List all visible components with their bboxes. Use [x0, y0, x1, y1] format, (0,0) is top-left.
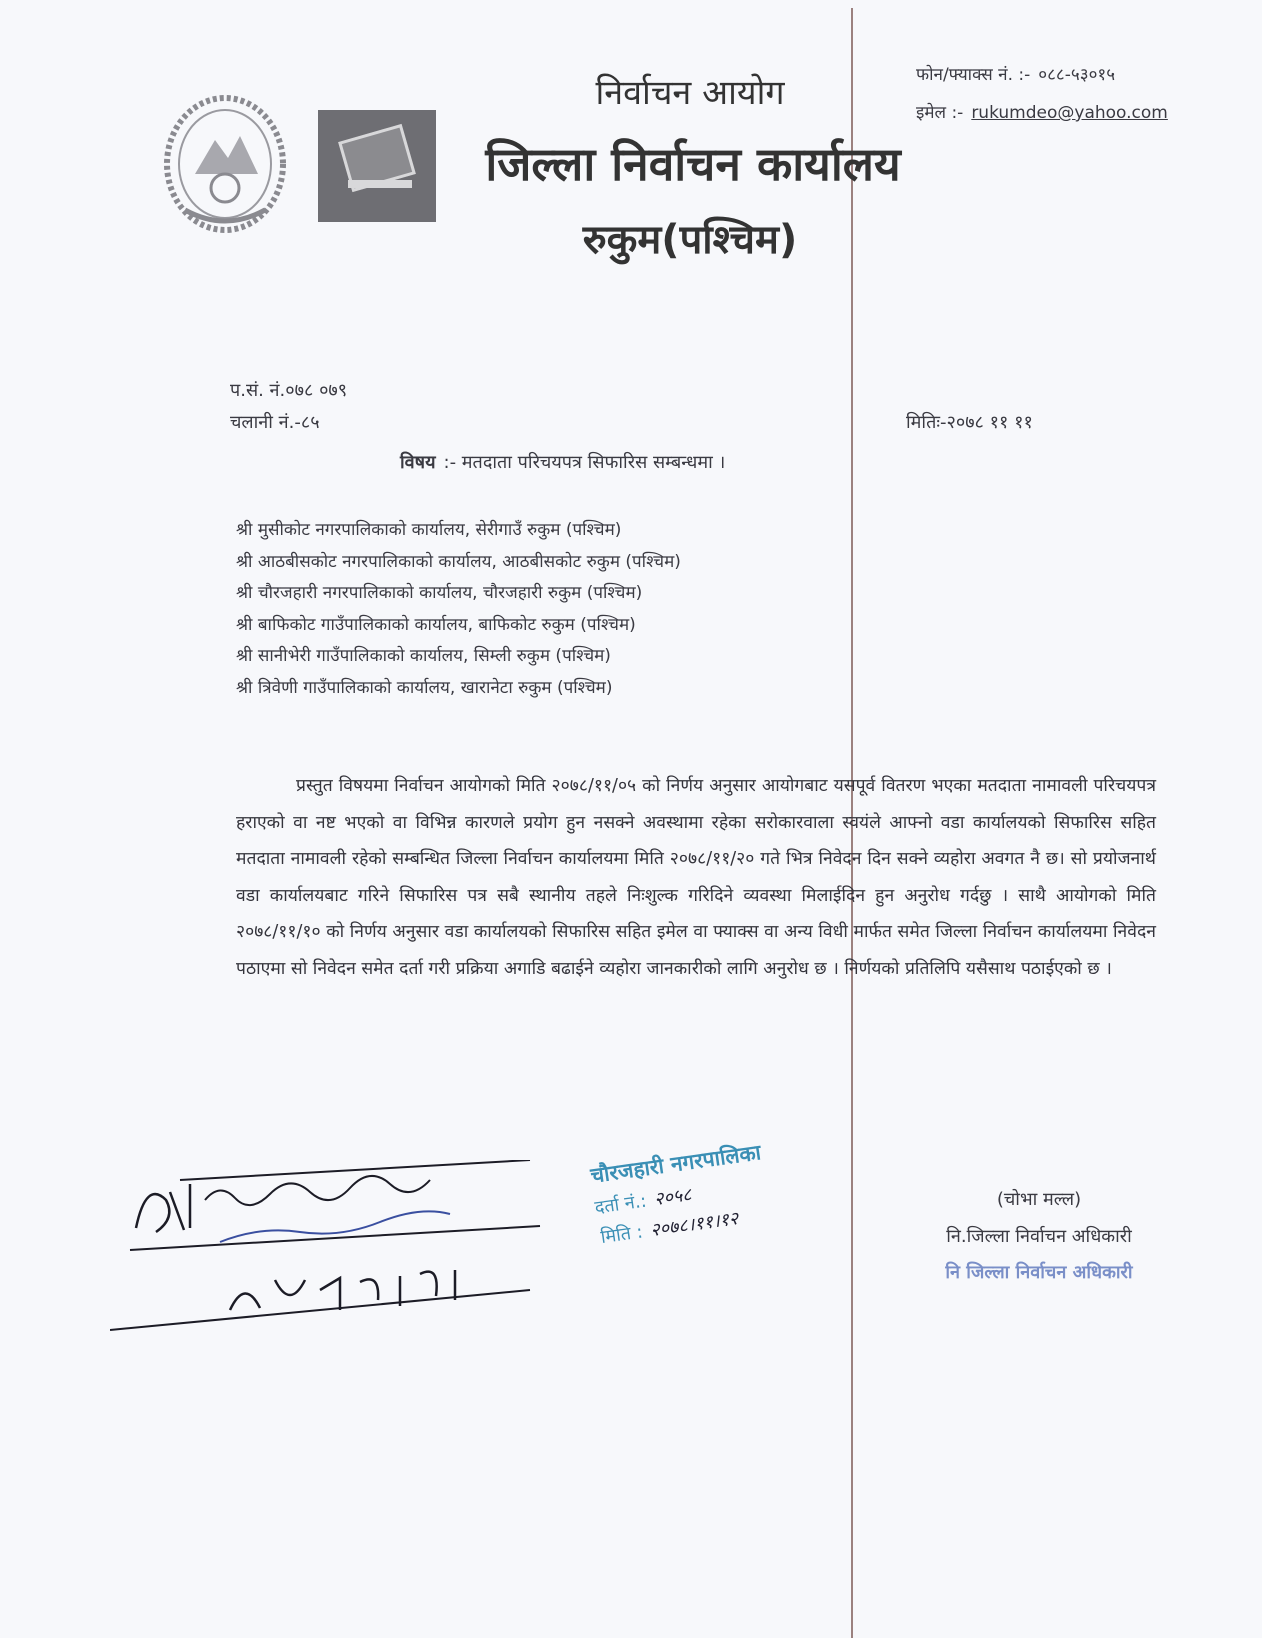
stamp-darta-label: दर्ता नं.:	[593, 1190, 648, 1219]
election-commission-logo	[318, 110, 436, 222]
recipient-item: श्री बाफिकोट गाउँपालिकाको कार्यालय, बाफिकोट रुकुम (पश्चिम)	[236, 614, 636, 635]
letter-body: प्रस्तुत विषयमा निर्वाचन आयोगको मिति २०७८/११/०५ को निर्णय अनुसार आयोगबाट यसपूर्व वितरण भएका मतदाता नामावली परिचयपत्र हराएको वा नष्ट भएको वा विभिन्न कारणले प्रयोग हुन नसक्ने अवस्थामा रहेका सरोकारवाला स्वयंले आफ्नो वडा कार्यालयको सिफारिस सहित मतदाता नामावली रहेको सम्बन्धित जिल्ला निर्वाचन कार्यालयमा मिति २०७८/११/२० गते भित्र निवेदन दिन सक्ने व्यहोरा अवगत नै छ। सो प्रयोजनार्थ वडा कार्यालयबाट गरिने सिफारिस पत्र सबै स्थानीय तहले निःशुल्क गरिदिने व्यवस्था मिलाईदिन हुन अनुरोध गर्दछु । साथै आयोगको मिति २०७८/११/१० को निर्णय अनुसार वडा कार्यालयको सिफारिस सहित इमेल वा फ्याक्स वा अन्य विधी मार्फत समेत जिल्ला निर्वाचन कार्यालयमा निवेदन पठाएमा सो निवेदन समेत दर्ता गरी प्रक्रिया अगाडि बढाईने व्यहोरा जानकारीको लागि अनुरोध छ । निर्णयको प्रतिलिपि यसैसाथ पठाईएको छ ।	[236, 776, 1156, 979]
header-district: रुकुम(पश्चिम)	[582, 217, 798, 263]
header-commission: निर्वाचन आयोग	[595, 73, 785, 113]
email-link[interactable]: rukumdeo@yahoo.com	[971, 103, 1168, 123]
subject-line	[400, 450, 725, 474]
fax-label: फोन/फ्याक्स नं. :-	[916, 65, 1031, 85]
contact-email	[916, 100, 1168, 123]
chalani-label: चलानी नं.-	[230, 412, 301, 433]
stamp-date-value: २०७८।११।१२	[649, 1208, 740, 1242]
header-office: जिल्ला निर्वाचन कार्यालय	[485, 137, 901, 191]
signatory-stamp: नि जिल्ला निर्वाचन अधिकारी	[945, 1262, 1133, 1283]
handwritten-note-signature	[110, 1160, 570, 1370]
recipient-item: श्री चौरजहारी नगरपालिकाको कार्यालय, चौरजहारी रुकुम (पश्चिम)	[236, 583, 643, 603]
subject-label: विषय	[400, 452, 436, 473]
stamp-date-label: मिति :	[599, 1221, 645, 1249]
recipient-list	[236, 517, 681, 706]
signatory-title: नि.जिल्ला निर्वाचन अधिकारी	[946, 1226, 1132, 1247]
email-label: इमेल :-	[916, 103, 964, 123]
contact-fax	[916, 62, 1115, 85]
recipient-item: श्री त्रिवेणी गाउँपालिकाको कार्यालय, खारानेटा रुकुम (पश्चिम)	[236, 677, 613, 698]
recipient-item: श्री सानीभेरी गाउँपालिकाको कार्यालय, सिम्ली रुकुम (पश्चिम)	[236, 646, 611, 666]
stamp-office: चौरजहारी नगरपालिका	[589, 1140, 763, 1188]
reference-ps-number: प.सं. नं.०७८ ०७९	[230, 380, 348, 401]
chalani-value: ८५	[300, 412, 320, 433]
recipient-item: श्री आठबीसकोट नगरपालिकाको कार्यालय, आठबीसकोट रुकुम (पश्चिम)	[236, 551, 681, 572]
subject-text: :- मतदाता परिचयपत्र सिफारिस सम्बन्धमा ।	[443, 452, 726, 473]
reference-chalani	[230, 410, 320, 434]
fax-value: ०८८-५३०१५	[1038, 65, 1116, 85]
signatory-name: (चोभा मल्ल)	[996, 1189, 1082, 1210]
letter-date: मितिः-२०७८ ११ ११	[906, 412, 1033, 433]
nepal-emblem-icon	[160, 92, 290, 237]
stamp-darta-value: २०५८	[652, 1184, 693, 1211]
registration-stamp	[589, 1140, 763, 1249]
recipient-item: श्री मुसीकोट नगरपालिकाको कार्यालय, सेरीगाउँ रुकुम (पश्चिम)	[236, 520, 622, 540]
